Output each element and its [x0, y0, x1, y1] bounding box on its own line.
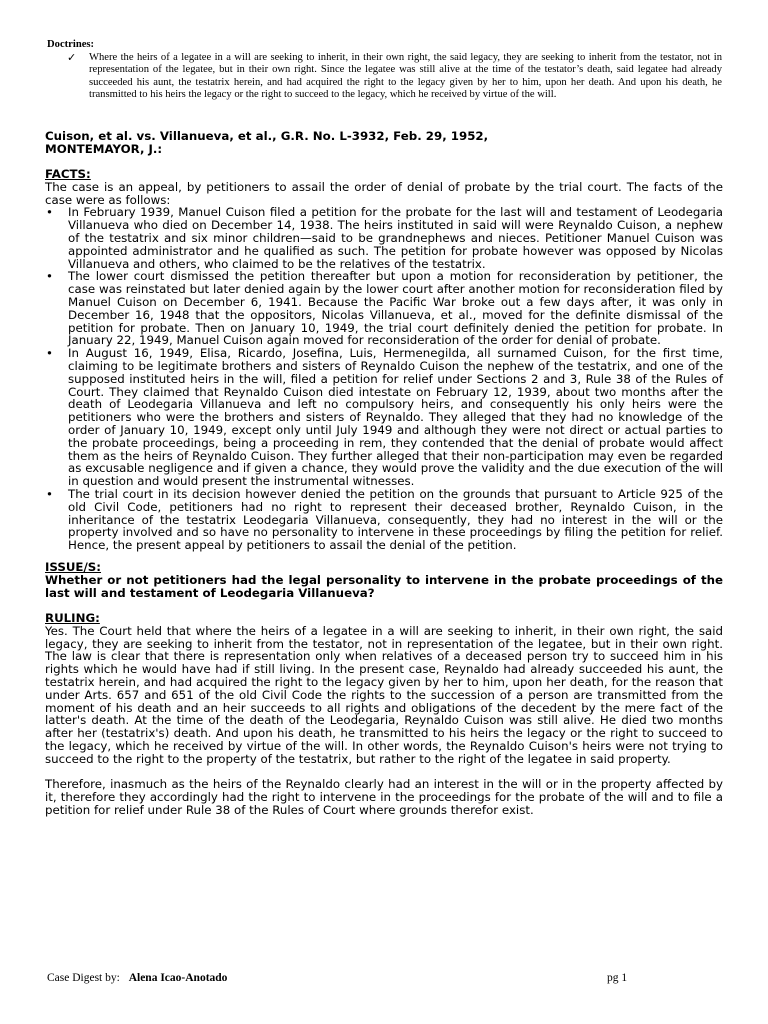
issue-heading: ISSUE/S: — [45, 560, 102, 574]
facts-list-item — [45, 270, 723, 347]
doctrines-label: Doctrines: — [47, 39, 95, 50]
facts-section — [45, 168, 723, 552]
ruling-heading: RULING: — [45, 611, 100, 625]
doctrine-text: Where the heirs of a legatee in a will are seeking to inherit, in their own right, the said legacy, they are seeking to inherit from the testator, not in representation of the legatee, but in their own right. Since the legatee was still alive at the time of the testator’s death, said legatee had already succeeded his aunt, the testatrix herein, and had acquired the right to the legacy given by her to him, upon her death. And upon his death, he transmitted to his heirs the legacy or the right to succeed to the legacy, which he received by virtue of the will. — [89, 51, 722, 101]
ruling-paragraph-1: Yes. The Court held that where the heirs of a legatee in a will are seeking to inherit, in their own right, the said legacy, they are seeking to inherit from the testator, not in representation of the legatee, but in their own right. The law is clear that there is representation only when relatives of a deceased person try to succeed him in his rights which he would have had if still living. In the present case, Reynaldo had already succeeded his aunt, the testatrix herein, and had acquired the right to the legacy given by her to him, upon her death, for the reason that under Arts. 657 and 651 of the old Civil Code the rights to the succession of a person are transmitted from the moment of his death and an heir succeeds to all rights and obligations of the decedent by the mere fact of the latter's death. At the time of the death of the Leodegaria, Reynaldo Cuison was still alive. He died two months after her (testatrix's) death. And upon his death, he transmitted to his heirs the legacy or the right to succeed to the legacy, which he received by virtue of the will. In other words, the Reynaldo Cuison's heirs were not trying to succeed to the right to the property of the testatrix, but rather to the right of the legatee in said property. — [45, 623, 723, 766]
facts-item-text: In February 1939, Manuel Cuison filed a petition for the probate for the last will and testament of Leodegaria Villanueva who died on December 14, 1938. The heirs instituted in said will were Reynaldo Cuison, a nephew of the testatrix and six minor children—said to be grandnephews and nieces. Petitioner Manuel Cuison was appointed administrator and he qualified as such. The petition for probate however was opposed by Nicolas Villanueva and others, who claimed to be the relatives of the testatrix. — [68, 205, 723, 271]
issue-section — [45, 561, 723, 599]
case-title-line2: MONTEMAYOR, J.: — [45, 141, 163, 156]
facts-list-item — [45, 206, 723, 270]
bullet-icon: • — [46, 486, 53, 501]
checkmark-icon: ✓ — [67, 51, 77, 64]
facts-list-item — [45, 347, 723, 488]
facts-heading: FACTS: — [45, 167, 91, 181]
page-footer — [47, 972, 687, 984]
ruling-section — [45, 612, 723, 817]
case-title-line1: Cuison, et al. vs. Villanueva, et al., G.R. No. L-3932, Feb. 29, 1952, — [45, 129, 489, 143]
doctrine-item — [67, 51, 722, 102]
bullet-icon: • — [46, 205, 53, 220]
facts-item-text: The trial court in its decision however denied the petition on the grounds that pursuant to Article 925 of the old Civil Code, petitioners had no right to represent their deceased brother, Reynaldo Cuison, in the inheritance of the testatrix Leodegaria Villanueva, consequently, they had no interest in the will or the property involved and so have no personality to intervene in these proceedings by filing the petition for relief. Hence, the present appeal by petitioners to assail the denial of the petition. — [68, 486, 723, 553]
bullet-icon: • — [46, 346, 53, 361]
page-number: pg 1 — [607, 972, 628, 984]
ruling-paragraph-2: Therefore, inasmuch as the heirs of the Reynaldo clearly had an interest in the will or in the property affected by it, therefore they accordingly had the right to intervene in the proceedings for the probate of the will and to file a petition for relief under Rule 38 of the Rules of Court where grounds therefor exist. — [45, 777, 723, 817]
digest-by-label: Case Digest by: — [47, 972, 120, 984]
facts-item-text: In August 16, 1949, Elisa, Ricardo, Josefina, Luis, Hermenegilda, all surnamed Cuison, for the first time, claiming to be legitimate brothers and sisters of Reynaldo Cuison the nephew of the testatrix, and one of the supposed instituted heirs in the will, filed a petition for relief under Sections 2 and 3, Rule 38 of the Rules of Court. They claimed that Reynaldo Cuison died intestate on February 12, 1939, about two months after the death of Leodegaria Villanueva and left no compulsory heirs, and consequently his only heirs were the petitioners who were the brothers and sisters of Reynaldo. They alleged that they had no knowledge of the order of January 10, 1949, except only until July 1949 and although they were not direct or actual parties to the probate proceedings, being a proceeding in rem, they contended that the denial of probate would affect them as the heirs of Reynaldo Cuison. They further alleged that their non-participation may even be regarded as excusable negligence and if given a chance, they would prove the validity and the due execution of the will in question and would present the instrumental witnesses. — [68, 346, 723, 489]
bullet-icon: • — [46, 269, 53, 284]
facts-list — [45, 206, 723, 552]
issue-text: Whether or not petitioners had the legal personality to intervene in the probate proceedings of the last will and testament of Leodegaria Villanueva? — [45, 572, 723, 600]
author-name: Alena Icao-Anotado — [128, 972, 228, 984]
facts-item-text: The lower court dismissed the petition thereafter but upon a motion for reconsideration by petitioner, the case was reinstated but later denied again by the lower court after another motion for reconsideration filed by Manuel Cuison on December 6, 1941. Because the Pacific War broke out a few days after, it was only in December 16, 1948 that the oppositors, Nicolas Villanueva, et al., moved for the definite dismissal of the petition for probate. Then on January 10, 1949, the trial court definitely denied the petition for probate. In January 22, 1949, Manuel Cuison again moved for reconsideration of the order for denial of probate. — [68, 269, 723, 348]
doctrines-section — [47, 39, 722, 102]
facts-intro: The case is an appeal, by petitioners to assail the order of denial of probate by the trial court. The facts of the case were as follows: — [45, 179, 723, 207]
case-title — [45, 130, 725, 156]
facts-list-item — [45, 488, 723, 552]
